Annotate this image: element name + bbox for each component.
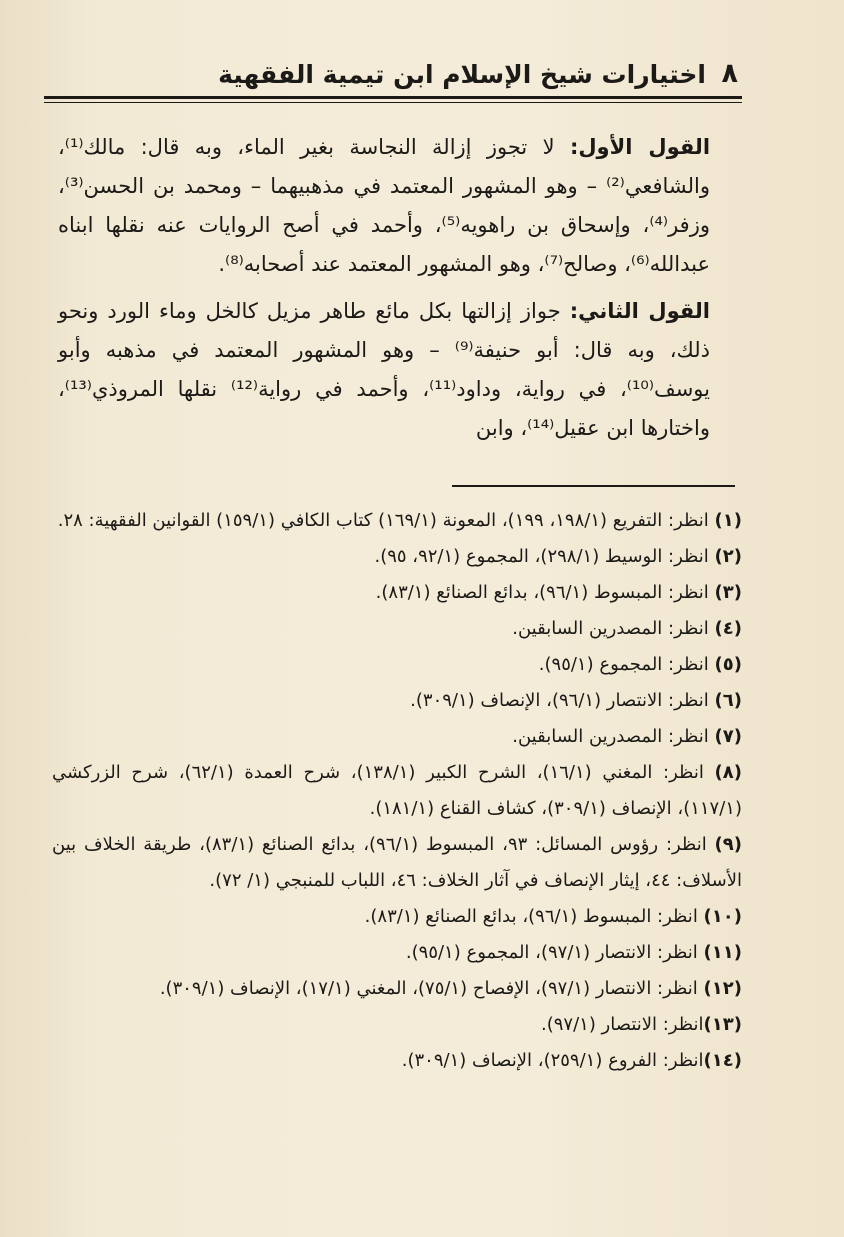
footnote-number: (٦) [714, 690, 742, 711]
footnote-text: انظر: رؤوس المسائل: ٩٣، المبسوط (٩٦/١)، بدائع الصنائع (٨٣/١)، طريقة الخلاف بين الأسلاف: ٤٤، إيثار الإنصاف في آثار الخلاف: ٤٦، اللباب للمنبجي (١/ ٧٢). [52, 834, 742, 891]
footnote [52, 683, 742, 719]
footnote-text: انظر: الانتصار (٩٧/١). [540, 1014, 704, 1035]
footnote-number: (٨) [714, 762, 742, 783]
footnote [52, 971, 742, 1007]
footnote-text: انظر: الوسيط (٢٩٨/١)، المجموع (٩٢/١، ٩٥). [374, 546, 715, 567]
footnote-number: (١١) [703, 942, 742, 963]
footnote-number: (٢) [714, 546, 742, 567]
footnote-text: انظر: المجموع (٩٥/١). [538, 654, 715, 675]
footnote-number: (٩) [714, 834, 743, 855]
footnote [52, 755, 742, 827]
footnote-separator [452, 485, 735, 487]
footnote [52, 719, 742, 755]
second-opinion-text: جواز إزالتها بكل مائع طاهر مزيل كالخل وماء الورد ونحو ذلك، وبه قال: أبو حنيفة⁽⁹⁾ – وهو المشهور المعتمد في مذهبه وأبو يوسف⁽¹⁰⁾، في رواية، وداود⁽¹¹⁾، وأحمد في رواية⁽¹²⁾ نقلها المروذي⁽¹³⁾، واختارها ابن عقيل⁽¹⁴⁾، وابن [58, 299, 710, 440]
footnote-text: انظر: التفريع (١٩٨/١، ١٩٩)، المعونة (١٦٩/١) كتاب الكافي (١٥٩/١) القوانين الفقهية: ٢٨. [57, 510, 715, 531]
footnote [52, 647, 742, 683]
second-opinion-heading: القول الثاني: [569, 299, 710, 323]
footnote-number: (١٣) [703, 1014, 742, 1035]
running-title: اختيارات شيخ الإسلام ابن تيمية الفقهية [218, 60, 706, 89]
page-number: ٨ [721, 58, 738, 89]
footnote-number: (٧) [714, 726, 742, 747]
footnote-text: انظر: الانتصار (٩٧/١)، الإفصاح (٧٥/١)، المغني (١٧/١)، الإنصاف (٣٠٩/١). [159, 978, 704, 999]
first-opinion-text: لا تجوز إزالة النجاسة بغير الماء، وبه قال: مالك⁽¹⁾، والشافعي⁽²⁾ – وهو المشهور المعتمد في مذهبيهما – ومحمد بن الحسن⁽³⁾، وزفر⁽⁴⁾، وإسحاق بن راهويه⁽⁵⁾، وأحمد في أصح الروايات عنه نقلها ابناه عبدالله⁽⁶⁾، وصالح⁽⁷⁾، وهو المشهور المعتمد عند أصحابه⁽⁸⁾. [58, 135, 710, 276]
footnote-number: (١٤) [703, 1050, 742, 1071]
footnotes [52, 503, 742, 1079]
running-header [44, 58, 742, 98]
footnote-text: انظر: المبسوط (٩٦/١)، بدائع الصنائع (٨٣/١). [364, 906, 704, 927]
footnote-text: انظر: الانتصار (٩٦/١)، الإنصاف (٣٠٩/١). [410, 690, 715, 711]
footnote-number: (٤) [714, 618, 742, 639]
footnote-number: (١) [714, 510, 742, 531]
paragraph-second-opinion [58, 292, 710, 448]
footnote [52, 539, 742, 575]
main-text [58, 128, 710, 456]
footnote [52, 503, 742, 539]
footnote-text: انظر: المبسوط (٩٦/١)، بدائع الصنائع (٨٣/١). [375, 582, 715, 603]
footnote-text: انظر: المغني (١٦/١)، الشرح الكبير (١٣٨/١)، شرح العمدة (٦٢/١)، شرح الزركشي (١١٧/١)، الإنصاف (٣٠٩/١)، كشاف القناع (١٨١/١). [52, 762, 742, 819]
footnote [52, 1007, 742, 1043]
first-opinion-heading: القول الأول: [569, 135, 711, 159]
header-rule-thin [44, 102, 742, 103]
footnote [52, 827, 742, 899]
footnote [52, 935, 742, 971]
footnote-number: (١٢) [703, 978, 742, 999]
header-rule [44, 96, 742, 99]
footnote-number: (٥) [714, 654, 742, 675]
footnote [52, 575, 742, 611]
footnote-text: انظر: الفروع (٢٥٩/١)، الإنصاف (٣٠٩/١). [401, 1050, 704, 1071]
footnote-text: انظر: المصدرين السابقين. [512, 726, 715, 747]
footnote-text: انظر: المصدرين السابقين. [512, 618, 715, 639]
footnote-number: (١٠) [703, 906, 742, 927]
footnote [52, 1043, 742, 1079]
footnote [52, 899, 742, 935]
footnote [52, 611, 742, 647]
footnote-number: (٣) [714, 582, 742, 603]
footnote-text: انظر: الانتصار (٩٧/١)، المجموع (٩٥/١). [405, 942, 704, 963]
paragraph-first-opinion [58, 128, 710, 284]
